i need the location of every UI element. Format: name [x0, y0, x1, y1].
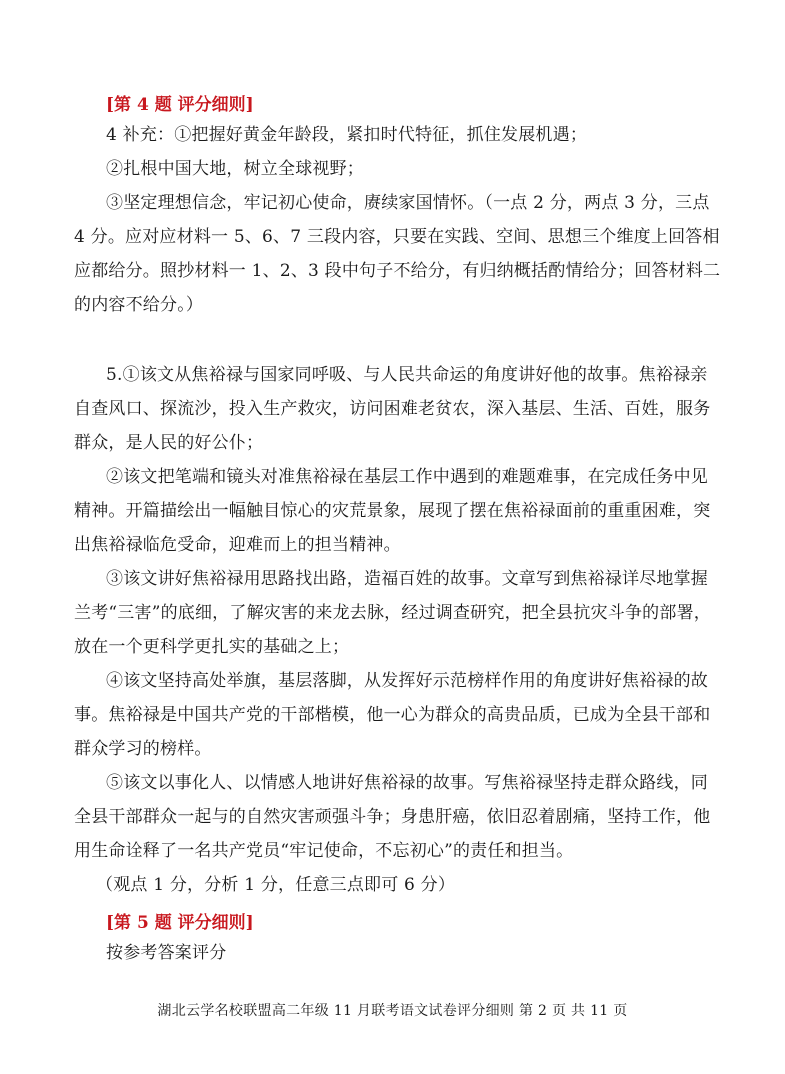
q4-line: 4 补充：①把握好黄金年龄段，紧扣时代特征，抓住发展机遇； [106, 125, 588, 145]
q5-line: 群众学习的榜样。 [74, 739, 212, 759]
q5-line: 放在一个更科学更扎实的基础之上； [74, 637, 350, 657]
q5-reference-note: 按参考答案评分 [106, 943, 227, 963]
q5-line: ②该文把笔端和镜头对准焦裕禄在基层工作中遇到的难题难事，在完成任务中见 [106, 467, 708, 487]
q5-line: ⑤该文以事化人、以情感人地讲好焦裕禄的故事。写焦裕禄坚持走群众路线，同 [106, 773, 708, 793]
q4-line: 4 分。应对应材料一 5、6、7 三段内容，只要在实践、空间、思想三个维度上回答相 [74, 227, 720, 247]
q5-line: 全县干部群众一起与的自然灾害顽强斗争；身患肝癌，依旧忍着剧痛，坚持工作，他 [74, 807, 711, 827]
q5-scoring-note: （观点 1 分，分析 1 分，任意三点即可 6 分） [96, 875, 456, 895]
q4-line: 的内容不给分。） [74, 295, 204, 315]
q5-line: 兰考“三害”的底细，了解灾害的来龙去脉，经过调查研究，把全县抗灾斗争的部署， [74, 603, 711, 623]
q4-line: 应都给分。照抄材料一 1、2、3 段中句子不给分，有归纳概括酌情给分；回答材料二 [74, 261, 721, 281]
q4-line: ②扎根中国大地，树立全球视野； [106, 159, 364, 179]
q5-line: 用生命诠释了一名共产党员“牢记使命，不忘初心”的责任和担当。 [74, 841, 574, 861]
q5-line: 事。焦裕禄是中国共产党的干部楷模，他一心为群众的高贵品质，已成为全县干部和 [74, 705, 711, 725]
q4-line: ③坚定理想信念，牢记初心使命，赓续家国情怀。（一点 2 分，两点 3 分，三点 [106, 193, 710, 213]
q5-line: 自查风口、探流沙，投入生产救灾，访问困难老贫农，深入基层、生活、百姓，服务 [74, 399, 711, 419]
q5-line: ③该文讲好焦裕禄用思路找出路，造福百姓的故事。文章写到焦裕禄详尽地掌握 [106, 569, 708, 589]
q5-scoring-heading: [第 5 题 评分细则] [106, 913, 254, 933]
q5-line: 5.①该文从焦裕禄与国家同呼吸、与人民共命运的角度讲好他的故事。焦裕禄亲 [106, 365, 708, 385]
q5-line: 精神。开篇描绘出一幅触目惊心的灾荒景象，展现了摆在焦裕禄面前的重重困难，突 [74, 501, 711, 521]
q5-line: ④该文坚持高处举旗，基层落脚，从发挥好示范榜样作用的角度讲好焦裕禄的故 [106, 671, 708, 691]
q4-scoring-heading: [第 4 题 评分细则] [106, 95, 254, 115]
page-footer: 湖北云学名校联盟高二年级 11 月联考语文试卷评分细则 第 2 页 共 11 页 [157, 1003, 628, 1019]
q5-line: 出焦裕禄临危受命，迎难而上的担当精神。 [74, 535, 401, 555]
q5-line: 群众，是人民的好公仆； [74, 433, 264, 453]
